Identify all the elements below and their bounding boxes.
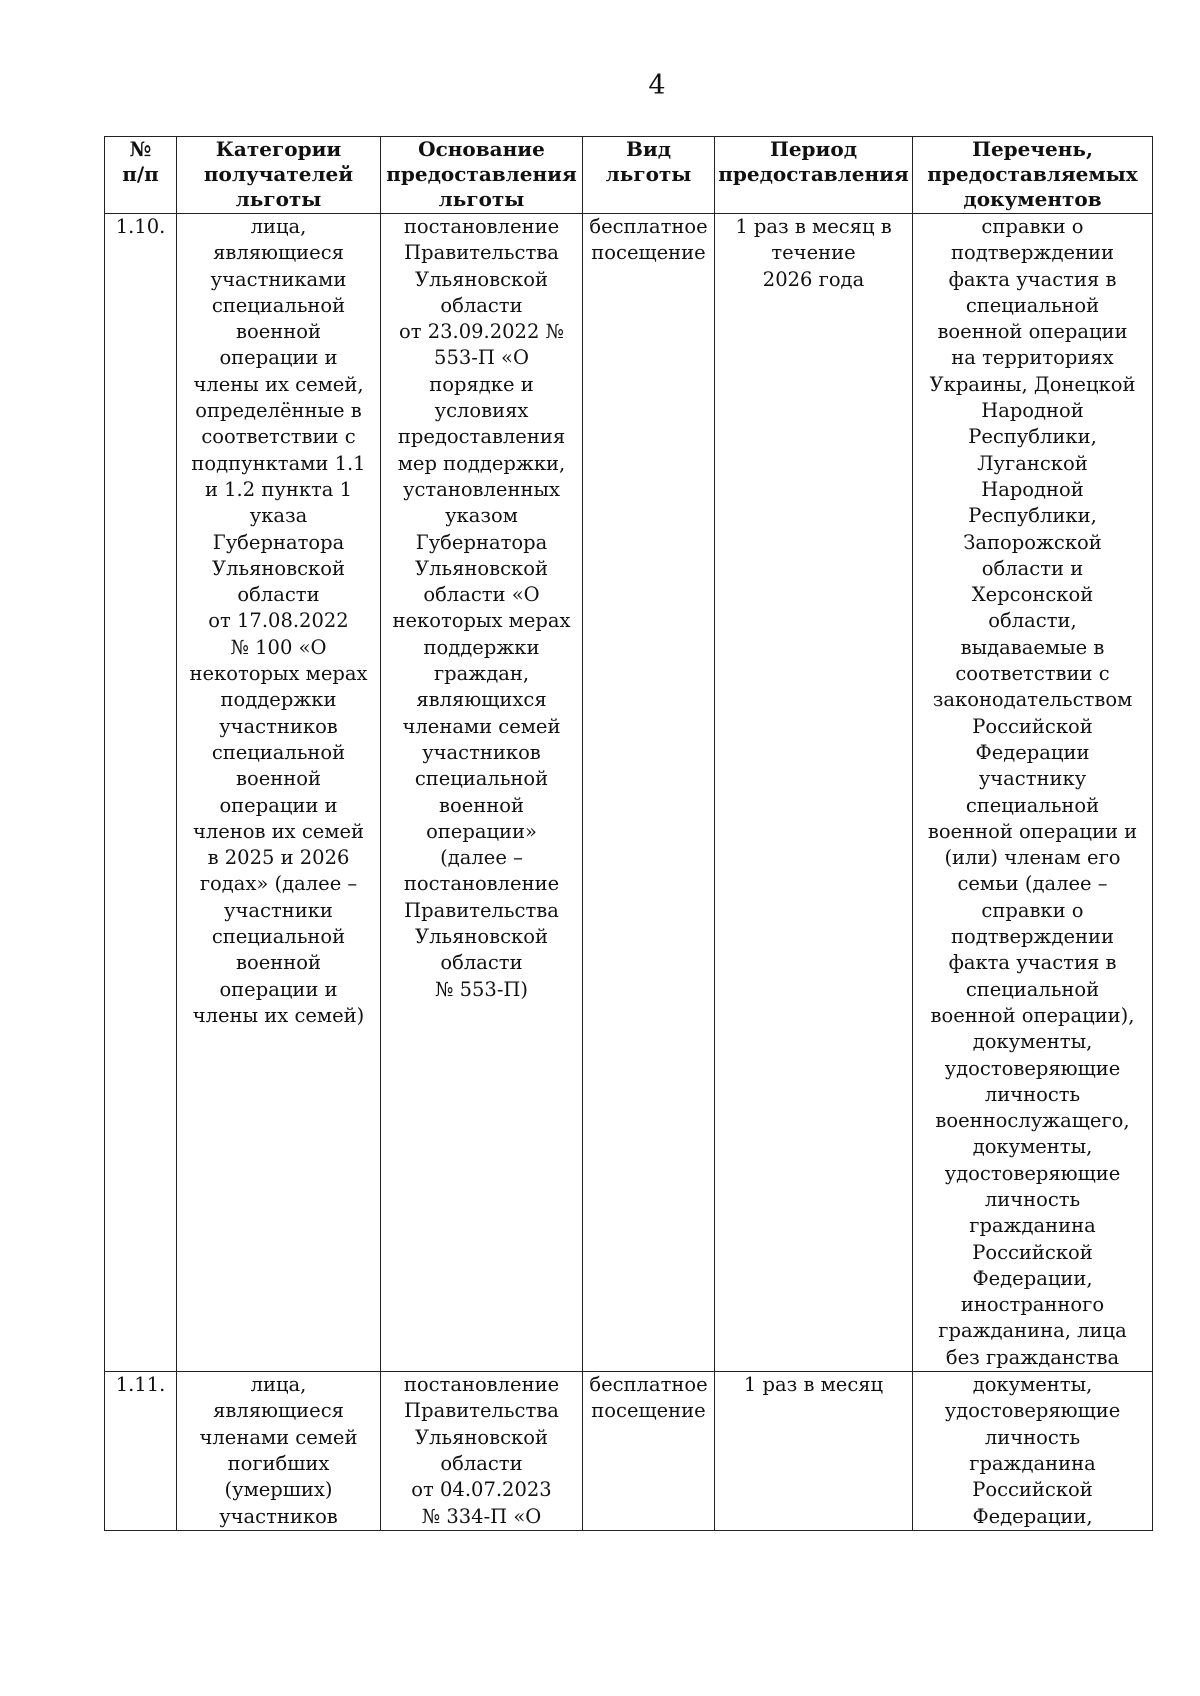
row-period: 1 раз в месяц [715, 1372, 913, 1531]
table-row [105, 1372, 1153, 1531]
page-number: 4 [648, 70, 666, 101]
header-row [105, 137, 1153, 214]
row-number: 1.10. [105, 214, 177, 1372]
row-benefit-type: бесплатное посещение [583, 214, 715, 1372]
header-period: Период предоставления [715, 137, 913, 214]
header-benefit-type: Вид льготы [583, 137, 715, 214]
table-header [105, 137, 1153, 214]
header-documents: Перечень, предоставляемых документов [913, 137, 1153, 214]
row-basis: постановление Правительства Ульяновской области от 04.07.2023 № 334-П «О [381, 1372, 583, 1531]
row-documents: документы, удостоверяющие личность гражданина Российской Федерации, [913, 1372, 1153, 1531]
row-documents: справки о подтверждении факта участия в специальной военной операции на территориях Украины, Донецкой Народной Республики, Луганской Народной Республики, Запорожской области и Херсонской области, выдаваемые в соответствии с законодательством Российской Федерации участнику специальной военной операции и (или) членам его семьи (далее – справки о подтверждении факта участия в специальной военной операции), документы, удостоверяющие личность военнослужащего, документы, удостоверяющие личность гражданина Российской Федерации, иностранного гражданина, лица без гражданства [913, 214, 1153, 1372]
row-number: 1.11. [105, 1372, 177, 1531]
row-category: лица, являющиеся участниками специальной военной операции и члены их семей, определённые в соответствии с подпунктами 1.1 и 1.2 пункта 1 указа Губернатора Ульяновской области от 17.08.2022 № 100 «О некоторых мерах поддержки участников специальной военной операции и членов их семей в 2025 и 2026 годах» (далее – участники специальной военной операции и члены их семей) [177, 214, 381, 1372]
row-category: лица, являющиеся членами семей погибших (умерших) участников [177, 1372, 381, 1531]
row-period: 1 раз в месяц в течение 2026 года [715, 214, 913, 1372]
table-row [105, 214, 1153, 1372]
row-basis: постановление Правительства Ульяновской области от 23.09.2022 № 553-П «О порядке и условиях предоставления мер поддержки, установленных указом Губернатора Ульяновской области «О некоторых мерах поддержки граждан, являющихся членами семей участников специальной военной операции» (далее – постановление Правительства Ульяновской области № 553-П) [381, 214, 583, 1372]
header-number: № п/п [105, 137, 177, 214]
row-benefit-type: бесплатное посещение [583, 1372, 715, 1531]
benefits-table [104, 136, 1153, 1531]
header-basis: Основание предоставления льготы [381, 137, 583, 214]
header-category: Категории получателей льготы [177, 137, 381, 214]
